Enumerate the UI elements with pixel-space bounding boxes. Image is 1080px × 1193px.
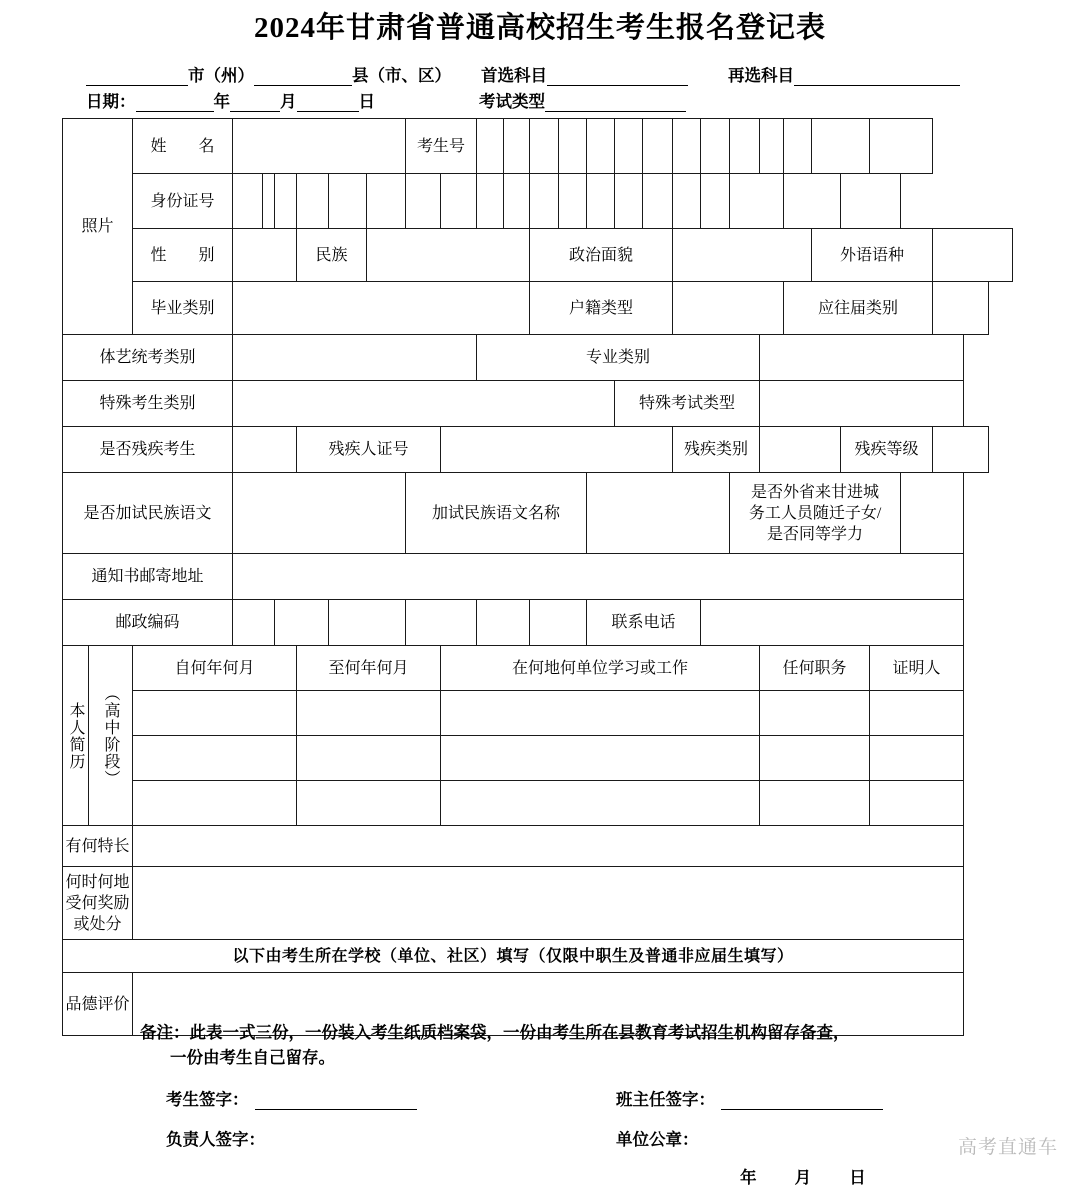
- id-number-cell[interactable]: [504, 174, 530, 229]
- is-disabled-label: 是否残疾考生: [63, 427, 233, 473]
- header-fields: [0, 60, 1080, 112]
- signature-row-1: [0, 1086, 1080, 1110]
- postal-code-label: 邮政编码: [63, 600, 233, 646]
- exam-number-cell[interactable]: [673, 119, 701, 174]
- city-input-line[interactable]: [86, 68, 188, 86]
- resume-header-to: 至何年何月: [297, 646, 441, 691]
- name-value[interactable]: [233, 119, 406, 174]
- exam-type-input-line[interactable]: [545, 94, 686, 112]
- resume-cell-position[interactable]: [760, 781, 870, 826]
- special-candidate-label: 特殊考生类别: [63, 381, 233, 427]
- postal-code-cell[interactable]: [406, 600, 477, 646]
- special-exam-type-value[interactable]: [760, 381, 964, 427]
- teacher-signature-line[interactable]: [721, 1093, 883, 1110]
- ethnicity-label: 民族: [297, 229, 367, 282]
- graduation-category-label: 毕业类别: [133, 282, 233, 335]
- remark-note: [0, 1020, 1080, 1070]
- extra-ethnic-lang-value[interactable]: [233, 473, 406, 554]
- id-number-cell[interactable]: [784, 174, 841, 229]
- exam-number-cell[interactable]: [812, 119, 870, 174]
- table-row-ethnic-language: [63, 473, 1013, 554]
- remark-line-2: 一份由考生自己留存。: [170, 1048, 335, 1067]
- household-type-value[interactable]: [673, 282, 784, 335]
- table-row-school-banner: [63, 940, 1013, 973]
- registration-table: [62, 118, 1013, 1036]
- special-exam-type-label: 特殊考试类型: [615, 381, 760, 427]
- exam-number-cell[interactable]: [504, 119, 530, 174]
- footer-date-day: 日: [849, 1168, 868, 1187]
- extra-ethnic-lang-name-value[interactable]: [587, 473, 730, 554]
- id-number-cell[interactable]: [730, 174, 784, 229]
- form-footer: [0, 1020, 1080, 1188]
- school-section-banner: 以下由考生所在学校（单位、社区）填写（仅限中职生及普通非应届生填写）: [63, 940, 964, 973]
- page-title: 2024年甘肃省普通高校招生考生报名登记表: [253, 12, 826, 44]
- exam-number-cell[interactable]: [643, 119, 673, 174]
- date-label: 日期：: [86, 92, 136, 111]
- id-number-cell[interactable]: [406, 174, 441, 229]
- footer-date-month: 月: [794, 1168, 814, 1187]
- migrant-label-line3: 是否同等学力: [767, 525, 864, 543]
- date-day-input-line[interactable]: [297, 94, 359, 112]
- table-row-resume-entry: [63, 781, 1013, 826]
- resume-header-witness: 证明人: [870, 646, 964, 691]
- resume-cell-from[interactable]: [133, 736, 297, 781]
- exam-number-cell[interactable]: [760, 119, 784, 174]
- second-subject-label: 再选科目: [728, 66, 794, 85]
- date-year-input-line[interactable]: [136, 94, 214, 112]
- disability-cert-value[interactable]: [441, 427, 673, 473]
- resume-cell-witness[interactable]: [870, 736, 964, 781]
- id-number-cell[interactable]: [559, 174, 587, 229]
- resume-cell-from[interactable]: [133, 691, 297, 736]
- footer-date-year: 年: [740, 1168, 759, 1187]
- id-number-label: 身份证号: [133, 174, 233, 229]
- id-number-cell[interactable]: [841, 174, 901, 229]
- id-number-cell[interactable]: [367, 174, 406, 229]
- candidate-signature-field: [166, 1086, 616, 1110]
- resume-cell-place[interactable]: [441, 781, 760, 826]
- photo-cell[interactable]: 照片: [63, 119, 133, 335]
- specialty-label: 有何特长: [63, 826, 133, 867]
- resume-cell-place[interactable]: [441, 736, 760, 781]
- exam-number-cell[interactable]: [530, 119, 559, 174]
- graduate-year-type-label: 应往届类别: [784, 282, 933, 335]
- resume-cell-to[interactable]: [297, 691, 441, 736]
- exam-number-cell[interactable]: [730, 119, 760, 174]
- graduate-year-type-value[interactable]: [933, 282, 988, 335]
- table-row-postal-phone: [63, 600, 1013, 646]
- resume-cell-witness[interactable]: [870, 691, 964, 736]
- id-number-cell[interactable]: [297, 174, 329, 229]
- exam-number-cell[interactable]: [784, 119, 812, 174]
- table-row-sports-art: [63, 335, 1013, 381]
- disability-type-label: 残疾类别: [673, 427, 760, 473]
- gender-label: 性 别: [133, 229, 233, 282]
- id-number-cell[interactable]: [587, 174, 615, 229]
- id-number-cell[interactable]: [233, 174, 263, 229]
- postal-code-cell[interactable]: [477, 600, 530, 646]
- postal-code-cell[interactable]: [329, 600, 406, 646]
- gender-value[interactable]: [233, 229, 297, 282]
- table-row-id-number: [63, 174, 1013, 229]
- table-row-graduation: [63, 282, 1013, 335]
- sports-art-exam-value[interactable]: [233, 335, 477, 381]
- postal-code-cell[interactable]: [275, 600, 329, 646]
- id-number-cell[interactable]: [643, 174, 673, 229]
- id-number-cell[interactable]: [701, 174, 730, 229]
- disability-type-value[interactable]: [760, 427, 841, 473]
- sports-art-exam-label: 体艺统考类别: [63, 335, 233, 381]
- resume-label-outer: 本人简历: [63, 646, 89, 826]
- exam-number-cell[interactable]: [701, 119, 730, 174]
- table-row-awards: [63, 867, 1013, 940]
- award-value[interactable]: [133, 867, 964, 940]
- resume-label-inner: （高中阶段）: [89, 646, 133, 826]
- resume-cell-from[interactable]: [133, 781, 297, 826]
- special-candidate-value[interactable]: [233, 381, 615, 427]
- date-month-unit: 月: [280, 92, 297, 111]
- date-month-input-line[interactable]: [230, 94, 280, 112]
- household-type-label: 户籍类型: [530, 282, 673, 335]
- watermark: 高考直通车: [957, 1137, 1058, 1158]
- table-row-special-candidate: [63, 381, 1013, 427]
- resume-cell-position[interactable]: [760, 691, 870, 736]
- disability-level-value[interactable]: [933, 427, 988, 473]
- table-row-resume-entry: [63, 736, 1013, 781]
- footer-date-row: [0, 1164, 1080, 1188]
- id-number-cell[interactable]: [477, 174, 504, 229]
- teacher-signature-label: 班主任签字：: [616, 1090, 715, 1109]
- political-status-value[interactable]: [673, 229, 812, 282]
- award-label-line3: 或处分: [73, 915, 122, 933]
- candidate-signature-line[interactable]: [255, 1093, 417, 1110]
- major-category-label: 专业类别: [477, 335, 760, 381]
- table-row-resume-entry: [63, 691, 1013, 736]
- id-number-cell[interactable]: [263, 174, 275, 229]
- graduation-category-value[interactable]: [233, 282, 530, 335]
- responsible-signature-label: 负责人签字：: [166, 1130, 265, 1149]
- exam-type-label: 考试类型: [479, 92, 545, 111]
- disability-level-label: 残疾等级: [841, 427, 933, 473]
- signature-row-2: [0, 1126, 1080, 1150]
- date-year-unit: 年: [213, 92, 230, 111]
- ethnicity-value[interactable]: [367, 229, 530, 282]
- table-row-specialty: [63, 826, 1013, 867]
- table-row-mailing-address: [63, 554, 1013, 600]
- id-number-cell[interactable]: [441, 174, 477, 229]
- teacher-signature-field: [616, 1086, 883, 1110]
- first-subject-input-line[interactable]: [547, 68, 688, 86]
- table-row-name: [63, 119, 1013, 174]
- migrant-label: [730, 473, 901, 554]
- contact-phone-label: 联系电话: [587, 600, 701, 646]
- specialty-value[interactable]: [133, 826, 964, 867]
- migrant-label-line1: 是否外省来甘进城: [751, 483, 880, 501]
- candidate-signature-label: 考生签字：: [166, 1090, 249, 1109]
- date-day-unit: 日: [358, 92, 375, 111]
- first-subject-label: 首选科目: [481, 66, 547, 85]
- postal-code-cell[interactable]: [233, 600, 275, 646]
- unit-seal-field: [616, 1126, 699, 1150]
- resume-cell-position[interactable]: [760, 736, 870, 781]
- resume-cell-place[interactable]: [441, 691, 760, 736]
- exam-number-cell[interactable]: [870, 119, 933, 174]
- responsible-signature-field: [166, 1126, 616, 1150]
- table-row-gender: [63, 229, 1013, 282]
- exam-number-cell[interactable]: [477, 119, 504, 174]
- id-number-cell[interactable]: [615, 174, 643, 229]
- table-row-resume-header: [63, 646, 1013, 691]
- id-number-cell[interactable]: [530, 174, 559, 229]
- exam-number-cell[interactable]: [615, 119, 643, 174]
- table-row-disability: [63, 427, 1013, 473]
- second-subject-input-line[interactable]: [794, 68, 960, 86]
- migrant-label-line2: 务工人员随迁子女/: [748, 504, 882, 522]
- foreign-language-label: 外语语种: [812, 229, 933, 282]
- disability-cert-label: 残疾人证号: [297, 427, 441, 473]
- id-number-cell[interactable]: [329, 174, 367, 229]
- award-label: [63, 867, 133, 940]
- county-input-line[interactable]: [254, 68, 352, 86]
- exam-number-cell[interactable]: [559, 119, 587, 174]
- migrant-value[interactable]: [901, 473, 964, 554]
- resume-header-from: 自何年何月: [133, 646, 297, 691]
- major-category-value[interactable]: [760, 335, 964, 381]
- county-suffix-label: 县（市、区）: [352, 66, 451, 85]
- political-status-label: 政治面貌: [530, 229, 673, 282]
- resume-cell-witness[interactable]: [870, 781, 964, 826]
- contact-phone-value[interactable]: [701, 600, 964, 646]
- extra-ethnic-lang-label: 是否加试民族语文: [63, 473, 233, 554]
- exam-number-label: 考生号: [406, 119, 477, 174]
- postal-code-cell[interactable]: [530, 600, 587, 646]
- mailing-address-value[interactable]: [233, 554, 964, 600]
- remark-line-1: 备注：此表一式三份，一份装入考生纸质档案袋，一份由考生所在县教育考试招生机构留存备查，: [140, 1023, 850, 1042]
- resume-cell-to[interactable]: [297, 736, 441, 781]
- mailing-address-label: 通知书邮寄地址: [63, 554, 233, 600]
- unit-seal-label: 单位公章：: [616, 1130, 699, 1149]
- moral-evaluation-label: 品德评价: [63, 973, 133, 1036]
- header-line-1: [86, 60, 1060, 86]
- header-line-2: [86, 86, 1060, 112]
- name-label: 姓 名: [133, 119, 233, 174]
- extra-ethnic-lang-name-label: 加试民族语文名称: [406, 473, 587, 554]
- award-label-line2: 受何奖励: [65, 894, 130, 912]
- exam-number-cell[interactable]: [587, 119, 615, 174]
- foreign-language-value[interactable]: [933, 229, 1013, 282]
- is-disabled-value[interactable]: [233, 427, 297, 473]
- resume-cell-to[interactable]: [297, 781, 441, 826]
- resume-header-place: 在何地何单位学习或工作: [441, 646, 760, 691]
- resume-header-position: 任何职务: [760, 646, 870, 691]
- id-number-cell[interactable]: [673, 174, 701, 229]
- city-suffix-label: 市（州）: [188, 66, 254, 85]
- award-label-line1: 何时何地: [65, 873, 130, 891]
- id-number-cell[interactable]: [275, 174, 297, 229]
